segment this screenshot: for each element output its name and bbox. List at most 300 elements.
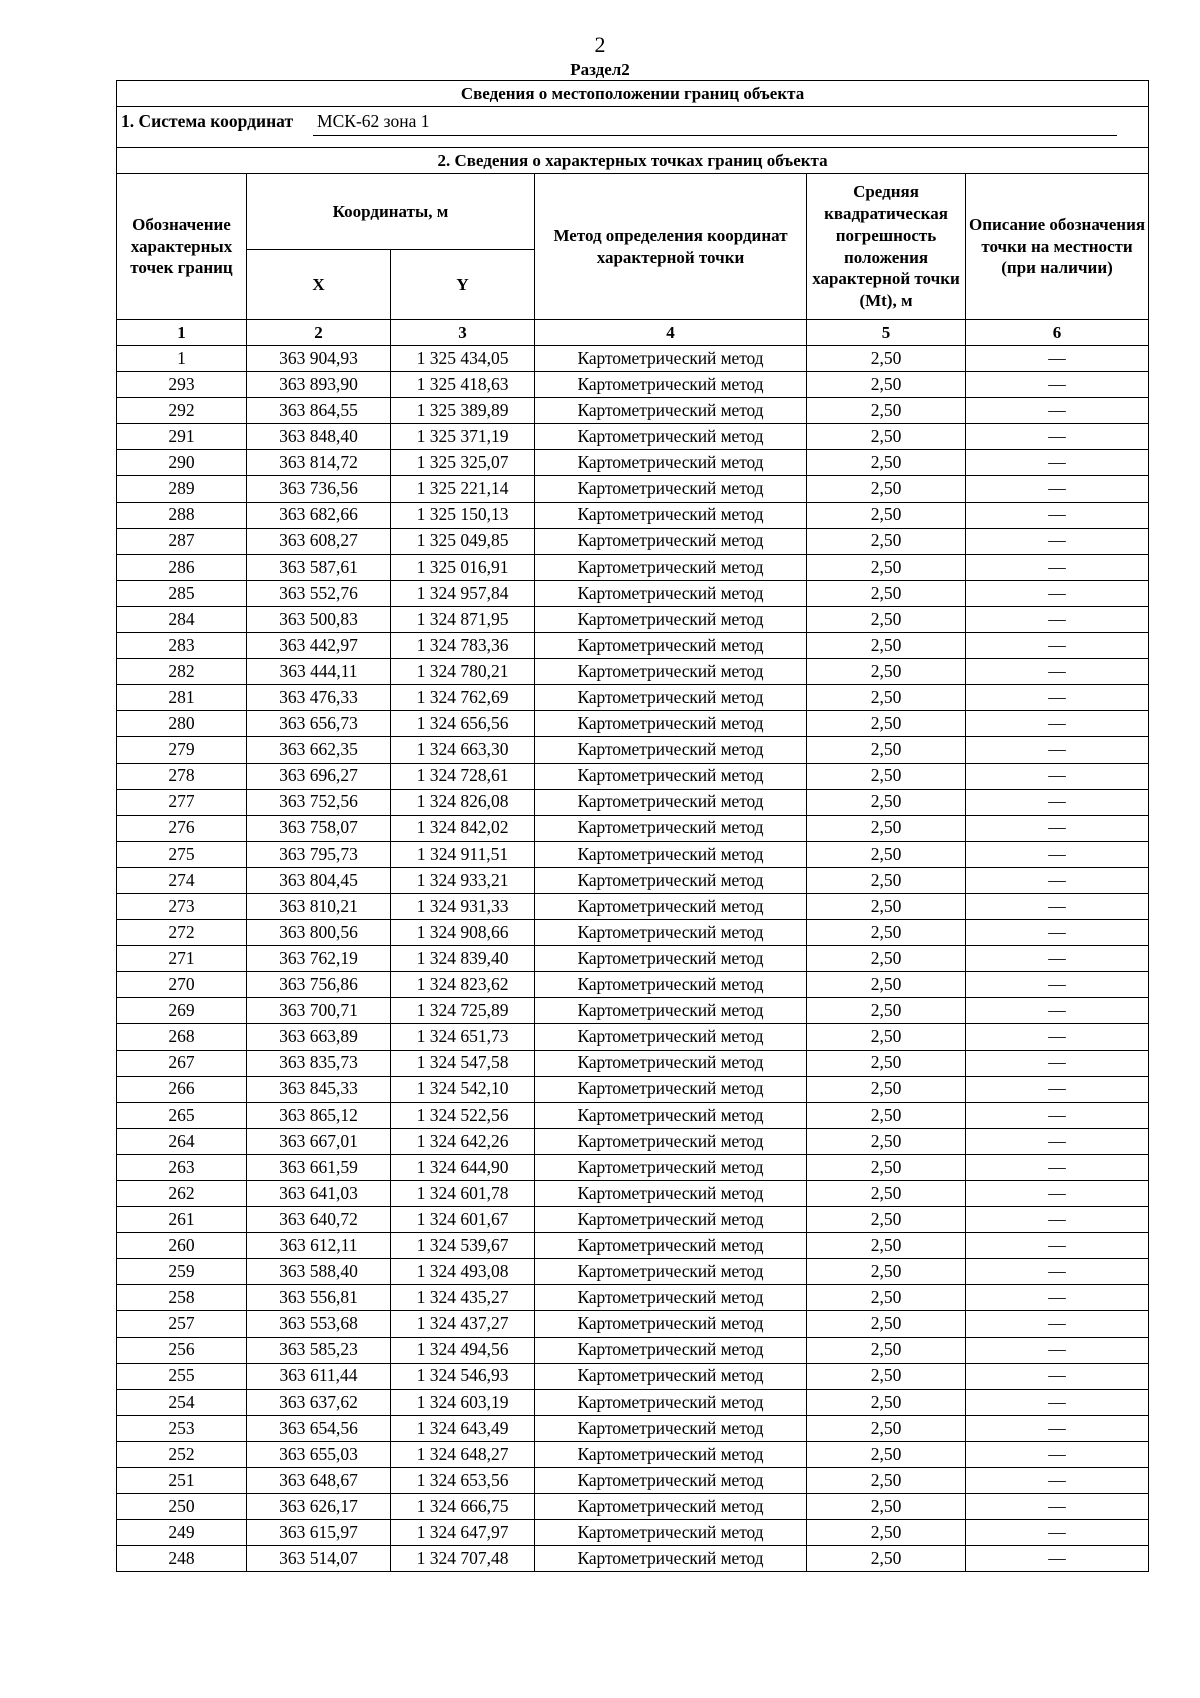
mean-error-cell: 2,50 xyxy=(807,528,966,554)
mean-error-cell: 2,50 xyxy=(807,685,966,711)
point-id-cell: 267 xyxy=(117,1050,247,1076)
mean-error-cell: 2,50 xyxy=(807,346,966,372)
table-row xyxy=(117,1154,1149,1180)
point-id-cell: 282 xyxy=(117,659,247,685)
method-cell: Картометрический метод xyxy=(535,893,807,919)
column-number: 1 xyxy=(117,320,247,346)
coord-y-cell: 1 325 016,91 xyxy=(391,554,535,580)
coord-y-cell: 1 324 931,33 xyxy=(391,893,535,919)
point-id-cell: 248 xyxy=(117,1546,247,1572)
point-id-cell: 281 xyxy=(117,685,247,711)
table-row xyxy=(117,554,1149,580)
table-row xyxy=(117,920,1149,946)
table-row xyxy=(117,606,1149,632)
coord-x-cell: 363 835,73 xyxy=(247,1050,391,1076)
coord-y-cell: 1 325 150,13 xyxy=(391,502,535,528)
coord-y-cell: 1 325 418,63 xyxy=(391,372,535,398)
mean-error-cell: 2,50 xyxy=(807,1468,966,1494)
description-cell: — xyxy=(966,1285,1149,1311)
table-row xyxy=(117,1128,1149,1154)
method-cell: Картометрический метод xyxy=(535,659,807,685)
table-row xyxy=(117,1337,1149,1363)
description-cell: — xyxy=(966,1337,1149,1363)
mean-error-cell: 2,50 xyxy=(807,372,966,398)
point-id-cell: 291 xyxy=(117,424,247,450)
table-row xyxy=(117,1233,1149,1259)
coord-y-cell: 1 324 911,51 xyxy=(391,841,535,867)
point-id-cell: 293 xyxy=(117,372,247,398)
coord-x-cell: 363 848,40 xyxy=(247,424,391,450)
table-row xyxy=(117,659,1149,685)
coord-x-cell: 363 615,97 xyxy=(247,1520,391,1546)
description-cell: — xyxy=(966,372,1149,398)
coord-x-cell: 363 556,81 xyxy=(247,1285,391,1311)
mean-error-cell: 2,50 xyxy=(807,1154,966,1180)
description-cell: — xyxy=(966,1154,1149,1180)
coord-y-cell: 1 324 493,08 xyxy=(391,1259,535,1285)
mean-error-cell: 2,50 xyxy=(807,476,966,502)
method-cell: Картометрический метод xyxy=(535,476,807,502)
coord-x-cell: 363 655,03 xyxy=(247,1441,391,1467)
method-cell: Картометрический метод xyxy=(535,1259,807,1285)
column-number: 2 xyxy=(247,320,391,346)
method-cell: Картометрический метод xyxy=(535,1181,807,1207)
method-cell: Картометрический метод xyxy=(535,867,807,893)
point-id-cell: 283 xyxy=(117,633,247,659)
description-cell: — xyxy=(966,920,1149,946)
table-row xyxy=(117,998,1149,1024)
description-cell: — xyxy=(966,1181,1149,1207)
mean-error-cell: 2,50 xyxy=(807,1415,966,1441)
mean-error-cell: 2,50 xyxy=(807,1024,966,1050)
point-id-cell: 268 xyxy=(117,1024,247,1050)
mean-error-cell: 2,50 xyxy=(807,893,966,919)
coord-x-cell: 363 654,56 xyxy=(247,1415,391,1441)
mean-error-cell: 2,50 xyxy=(807,606,966,632)
coord-x-cell: 363 845,33 xyxy=(247,1076,391,1102)
description-cell: — xyxy=(966,633,1149,659)
coord-x-cell: 363 814,72 xyxy=(247,450,391,476)
point-id-cell: 263 xyxy=(117,1154,247,1180)
column-number: 3 xyxy=(391,320,535,346)
method-cell: Картометрический метод xyxy=(535,972,807,998)
coord-y-cell: 1 324 780,21 xyxy=(391,659,535,685)
point-id-cell: 269 xyxy=(117,998,247,1024)
method-cell: Картометрический метод xyxy=(535,580,807,606)
coord-y-cell: 1 324 547,58 xyxy=(391,1050,535,1076)
point-id-cell: 261 xyxy=(117,1207,247,1233)
table-row xyxy=(117,1363,1149,1389)
table-row xyxy=(117,1389,1149,1415)
mean-error-cell: 2,50 xyxy=(807,711,966,737)
mean-error-cell: 2,50 xyxy=(807,450,966,476)
point-id-cell: 287 xyxy=(117,528,247,554)
coord-x-cell: 363 795,73 xyxy=(247,841,391,867)
point-id-cell: 252 xyxy=(117,1441,247,1467)
coord-x-cell: 363 661,59 xyxy=(247,1154,391,1180)
coord-x-cell: 363 662,35 xyxy=(247,737,391,763)
point-id-cell: 290 xyxy=(117,450,247,476)
coord-x-cell: 363 893,90 xyxy=(247,372,391,398)
description-cell: — xyxy=(966,606,1149,632)
mean-error-cell: 2,50 xyxy=(807,737,966,763)
point-id-cell: 253 xyxy=(117,1415,247,1441)
table-row xyxy=(117,346,1149,372)
table-row xyxy=(117,789,1149,815)
point-id-cell: 275 xyxy=(117,841,247,867)
method-cell: Картометрический метод xyxy=(535,946,807,972)
coord-x-cell: 363 648,67 xyxy=(247,1468,391,1494)
coord-x-cell: 363 804,45 xyxy=(247,867,391,893)
method-cell: Картометрический метод xyxy=(535,1076,807,1102)
coord-x-cell: 363 904,93 xyxy=(247,346,391,372)
point-id-cell: 264 xyxy=(117,1128,247,1154)
method-cell: Картометрический метод xyxy=(535,1363,807,1389)
method-cell: Картометрический метод xyxy=(535,1024,807,1050)
description-cell: — xyxy=(966,554,1149,580)
method-cell: Картометрический метод xyxy=(535,424,807,450)
point-id-cell: 278 xyxy=(117,763,247,789)
description-cell: — xyxy=(966,476,1149,502)
coord-y-cell: 1 325 049,85 xyxy=(391,528,535,554)
method-cell: Картометрический метод xyxy=(535,841,807,867)
description-cell: — xyxy=(966,763,1149,789)
table-row xyxy=(117,946,1149,972)
point-id-cell: 285 xyxy=(117,580,247,606)
table-row xyxy=(117,1311,1149,1337)
method-cell: Картометрический метод xyxy=(535,1311,807,1337)
header-mean-error: Средняя квадратическая погрешность положения характерной точки (Mt), м xyxy=(807,174,966,320)
table-row xyxy=(117,398,1149,424)
coord-x-cell: 363 553,68 xyxy=(247,1311,391,1337)
coord-y-cell: 1 324 601,78 xyxy=(391,1181,535,1207)
description-cell: — xyxy=(966,1468,1149,1494)
mean-error-cell: 2,50 xyxy=(807,1207,966,1233)
header-description: Описание обозначения точки на местности (при наличии) xyxy=(966,174,1149,320)
description-cell: — xyxy=(966,841,1149,867)
description-cell: — xyxy=(966,1024,1149,1050)
coord-y-cell: 1 324 642,26 xyxy=(391,1128,535,1154)
method-cell: Картометрический метод xyxy=(535,1050,807,1076)
coord-y-cell: 1 324 663,30 xyxy=(391,737,535,763)
coord-x-cell: 363 800,56 xyxy=(247,920,391,946)
method-cell: Картометрический метод xyxy=(535,1207,807,1233)
table-row xyxy=(117,1024,1149,1050)
mean-error-cell: 2,50 xyxy=(807,502,966,528)
coord-y-cell: 1 324 542,10 xyxy=(391,1076,535,1102)
point-id-cell: 270 xyxy=(117,972,247,998)
table-row xyxy=(117,1050,1149,1076)
mean-error-cell: 2,50 xyxy=(807,1546,966,1572)
coord-y-cell: 1 324 823,62 xyxy=(391,972,535,998)
description-cell: — xyxy=(966,1520,1149,1546)
coord-x-cell: 363 608,27 xyxy=(247,528,391,554)
coord-y-cell: 1 324 826,08 xyxy=(391,789,535,815)
description-cell: — xyxy=(966,1415,1149,1441)
coord-x-cell: 363 696,27 xyxy=(247,763,391,789)
coord-x-cell: 363 682,66 xyxy=(247,502,391,528)
mean-error-cell: 2,50 xyxy=(807,424,966,450)
mean-error-cell: 2,50 xyxy=(807,972,966,998)
coord-x-cell: 363 626,17 xyxy=(247,1494,391,1520)
method-cell: Картометрический метод xyxy=(535,998,807,1024)
coord-y-cell: 1 324 539,67 xyxy=(391,1233,535,1259)
mean-error-cell: 2,50 xyxy=(807,580,966,606)
mean-error-cell: 2,50 xyxy=(807,1259,966,1285)
mean-error-cell: 2,50 xyxy=(807,1285,966,1311)
mean-error-cell: 2,50 xyxy=(807,1181,966,1207)
coord-x-cell: 363 612,11 xyxy=(247,1233,391,1259)
description-cell: — xyxy=(966,450,1149,476)
description-cell: — xyxy=(966,528,1149,554)
point-id-cell: 249 xyxy=(117,1520,247,1546)
coord-x-cell: 363 641,03 xyxy=(247,1181,391,1207)
header-point-designation: Обозначение характерных точек границ xyxy=(117,174,247,320)
point-id-cell: 271 xyxy=(117,946,247,972)
mean-error-cell: 2,50 xyxy=(807,1337,966,1363)
mean-error-cell: 2,50 xyxy=(807,841,966,867)
mean-error-cell: 2,50 xyxy=(807,1520,966,1546)
coord-y-cell: 1 324 783,36 xyxy=(391,633,535,659)
table-row xyxy=(117,1076,1149,1102)
table-row xyxy=(117,1181,1149,1207)
point-id-cell: 272 xyxy=(117,920,247,946)
mean-error-cell: 2,50 xyxy=(807,1076,966,1102)
header-y: Y xyxy=(391,250,535,320)
coord-x-cell: 363 656,73 xyxy=(247,711,391,737)
coord-y-cell: 1 324 647,97 xyxy=(391,1520,535,1546)
point-id-cell: 288 xyxy=(117,502,247,528)
mean-error-cell: 2,50 xyxy=(807,1389,966,1415)
table-row xyxy=(117,1285,1149,1311)
mean-error-cell: 2,50 xyxy=(807,815,966,841)
description-cell: — xyxy=(966,346,1149,372)
header-method: Метод определения координат характерной точки xyxy=(535,174,807,320)
description-cell: — xyxy=(966,711,1149,737)
method-cell: Картометрический метод xyxy=(535,1520,807,1546)
coord-y-cell: 1 324 933,21 xyxy=(391,867,535,893)
point-id-cell: 258 xyxy=(117,1285,247,1311)
table-row xyxy=(117,424,1149,450)
coord-y-cell: 1 324 437,27 xyxy=(391,1311,535,1337)
coord-y-cell: 1 324 725,89 xyxy=(391,998,535,1024)
method-cell: Картометрический метод xyxy=(535,920,807,946)
method-cell: Картометрический метод xyxy=(535,711,807,737)
description-cell: — xyxy=(966,1076,1149,1102)
coord-y-cell: 1 324 643,49 xyxy=(391,1415,535,1441)
point-id-cell: 292 xyxy=(117,398,247,424)
description-cell: — xyxy=(966,1207,1149,1233)
coord-x-cell: 363 752,56 xyxy=(247,789,391,815)
coord-system-row xyxy=(117,107,1149,148)
point-id-cell: 273 xyxy=(117,893,247,919)
point-id-cell: 254 xyxy=(117,1389,247,1415)
coord-y-cell: 1 324 603,19 xyxy=(391,1389,535,1415)
header-x: X xyxy=(247,250,391,320)
coord-x-cell: 363 476,33 xyxy=(247,685,391,711)
coord-x-cell: 363 663,89 xyxy=(247,1024,391,1050)
coord-y-cell: 1 324 435,27 xyxy=(391,1285,535,1311)
method-cell: Картометрический метод xyxy=(535,450,807,476)
coord-x-cell: 363 640,72 xyxy=(247,1207,391,1233)
table-row xyxy=(117,711,1149,737)
point-id-cell: 250 xyxy=(117,1494,247,1520)
mean-error-cell: 2,50 xyxy=(807,398,966,424)
coord-y-cell: 1 324 842,02 xyxy=(391,815,535,841)
method-cell: Картометрический метод xyxy=(535,1441,807,1467)
coord-y-cell: 1 324 494,56 xyxy=(391,1337,535,1363)
description-cell: — xyxy=(966,789,1149,815)
coord-x-cell: 363 611,44 xyxy=(247,1363,391,1389)
table-row xyxy=(117,502,1149,528)
mean-error-cell: 2,50 xyxy=(807,659,966,685)
column-numbers-row xyxy=(117,320,1149,346)
method-cell: Картометрический метод xyxy=(535,554,807,580)
coord-x-cell: 363 756,86 xyxy=(247,972,391,998)
table-row xyxy=(117,1102,1149,1128)
point-id-cell: 284 xyxy=(117,606,247,632)
coord-y-cell: 1 324 839,40 xyxy=(391,946,535,972)
coord-x-cell: 363 667,01 xyxy=(247,1128,391,1154)
mean-error-cell: 2,50 xyxy=(807,1050,966,1076)
table-row xyxy=(117,815,1149,841)
method-cell: Картометрический метод xyxy=(535,606,807,632)
section-title: Раздел2 xyxy=(570,60,630,79)
coord-y-cell: 1 324 644,90 xyxy=(391,1154,535,1180)
description-cell: — xyxy=(966,580,1149,606)
point-id-cell: 289 xyxy=(117,476,247,502)
coord-x-cell: 363 552,76 xyxy=(247,580,391,606)
coord-y-cell: 1 325 325,07 xyxy=(391,450,535,476)
method-cell: Картометрический метод xyxy=(535,398,807,424)
point-id-cell: 277 xyxy=(117,789,247,815)
method-cell: Картометрический метод xyxy=(535,685,807,711)
method-cell: Картометрический метод xyxy=(535,372,807,398)
method-cell: Картометрический метод xyxy=(535,1233,807,1259)
table-row xyxy=(117,1520,1149,1546)
method-cell: Картометрический метод xyxy=(535,502,807,528)
table-row xyxy=(117,1494,1149,1520)
method-cell: Картометрический метод xyxy=(535,1468,807,1494)
table-row xyxy=(117,841,1149,867)
coord-y-cell: 1 324 666,75 xyxy=(391,1494,535,1520)
coord-y-cell: 1 325 434,05 xyxy=(391,346,535,372)
mean-error-cell: 2,50 xyxy=(807,946,966,972)
coord-x-cell: 363 810,21 xyxy=(247,893,391,919)
table-row xyxy=(117,893,1149,919)
point-id-cell: 257 xyxy=(117,1311,247,1337)
point-id-cell: 286 xyxy=(117,554,247,580)
description-cell: — xyxy=(966,972,1149,998)
description-cell: — xyxy=(966,1311,1149,1337)
boundary-points-table xyxy=(116,80,1149,1572)
table-row xyxy=(117,763,1149,789)
description-cell: — xyxy=(966,1441,1149,1467)
table-row xyxy=(117,1468,1149,1494)
point-id-cell: 260 xyxy=(117,1233,247,1259)
coord-x-cell: 363 758,07 xyxy=(247,815,391,841)
table-row xyxy=(117,867,1149,893)
coord-y-cell: 1 325 221,14 xyxy=(391,476,535,502)
table-row xyxy=(117,1259,1149,1285)
coord-x-cell: 363 444,11 xyxy=(247,659,391,685)
page-number: 2 xyxy=(594,32,606,57)
method-cell: Картометрический метод xyxy=(535,1102,807,1128)
table-row xyxy=(117,450,1149,476)
coord-y-cell: 1 324 653,56 xyxy=(391,1468,535,1494)
coord-y-cell: 1 324 728,61 xyxy=(391,763,535,789)
table-row xyxy=(117,633,1149,659)
description-cell: — xyxy=(966,1363,1149,1389)
point-id-cell: 274 xyxy=(117,867,247,893)
coord-system-label: 1. Система координат xyxy=(121,111,294,131)
mean-error-cell: 2,50 xyxy=(807,1128,966,1154)
coord-y-cell: 1 324 656,56 xyxy=(391,711,535,737)
points-title: 2. Сведения о характерных точках границ объекта xyxy=(117,148,1149,174)
description-cell: — xyxy=(966,1259,1149,1285)
header-coordinates: Координаты, м xyxy=(247,174,535,250)
description-cell: — xyxy=(966,867,1149,893)
coord-x-cell: 363 585,23 xyxy=(247,1337,391,1363)
coord-x-cell: 363 700,71 xyxy=(247,998,391,1024)
mean-error-cell: 2,50 xyxy=(807,920,966,946)
table-row xyxy=(117,737,1149,763)
coord-x-cell: 363 442,97 xyxy=(247,633,391,659)
coord-y-cell: 1 324 908,66 xyxy=(391,920,535,946)
method-cell: Картометрический метод xyxy=(535,346,807,372)
coord-x-cell: 363 864,55 xyxy=(247,398,391,424)
method-cell: Картометрический метод xyxy=(535,1128,807,1154)
coord-y-cell: 1 324 546,93 xyxy=(391,1363,535,1389)
mean-error-cell: 2,50 xyxy=(807,1233,966,1259)
method-cell: Картометрический метод xyxy=(535,737,807,763)
mean-error-cell: 2,50 xyxy=(807,633,966,659)
description-cell: — xyxy=(966,424,1149,450)
method-cell: Картометрический метод xyxy=(535,1389,807,1415)
mean-error-cell: 2,50 xyxy=(807,1494,966,1520)
mean-error-cell: 2,50 xyxy=(807,1102,966,1128)
coord-y-cell: 1 324 957,84 xyxy=(391,580,535,606)
mean-error-cell: 2,50 xyxy=(807,789,966,815)
coord-y-cell: 1 325 371,19 xyxy=(391,424,535,450)
method-cell: Картометрический метод xyxy=(535,1285,807,1311)
mean-error-cell: 2,50 xyxy=(807,867,966,893)
description-cell: — xyxy=(966,398,1149,424)
table-row xyxy=(117,372,1149,398)
table-title: Сведения о местоположении границ объекта xyxy=(117,81,1149,107)
coord-x-cell: 363 637,62 xyxy=(247,1389,391,1415)
table-row xyxy=(117,1546,1149,1572)
coord-x-cell: 363 736,56 xyxy=(247,476,391,502)
point-id-cell: 255 xyxy=(117,1363,247,1389)
coord-x-cell: 363 500,83 xyxy=(247,606,391,632)
description-cell: — xyxy=(966,1389,1149,1415)
point-id-cell: 256 xyxy=(117,1337,247,1363)
table-row xyxy=(117,972,1149,998)
description-cell: — xyxy=(966,1128,1149,1154)
description-cell: — xyxy=(966,998,1149,1024)
coord-y-cell: 1 324 762,69 xyxy=(391,685,535,711)
coord-y-cell: 1 324 871,95 xyxy=(391,606,535,632)
method-cell: Картометрический метод xyxy=(535,789,807,815)
method-cell: Картометрический метод xyxy=(535,1154,807,1180)
method-cell: Картометрический метод xyxy=(535,763,807,789)
description-cell: — xyxy=(966,659,1149,685)
description-cell: — xyxy=(966,502,1149,528)
description-cell: — xyxy=(966,1233,1149,1259)
table-row xyxy=(117,528,1149,554)
method-cell: Картометрический метод xyxy=(535,528,807,554)
